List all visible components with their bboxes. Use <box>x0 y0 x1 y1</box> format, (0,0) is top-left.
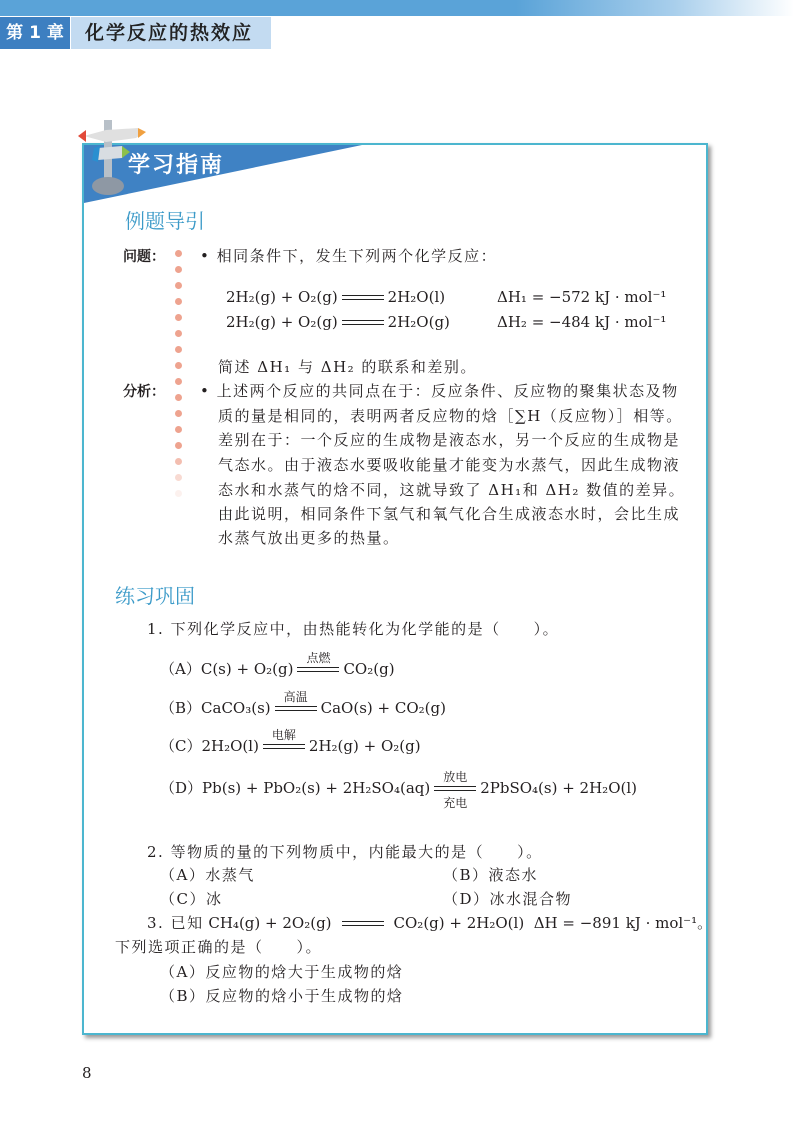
equation-lhs: 2H₂(g) + O₂(g) <box>226 313 338 331</box>
question-3: 3. 已知 CH₄(g) + 2O₂(g) CO₂(g) + 2H₂O(l) ΔH = −891 kJ · mol⁻¹。 <box>147 914 713 932</box>
section-title-example: 例题导引 <box>125 209 205 233</box>
question-1: 1. 下列化学反应中，由热能转化为化学能的是（ ）。 <box>147 620 560 638</box>
enthalpy-1: ΔH₁ = −572 kJ · mol⁻¹ <box>497 288 667 306</box>
analysis-line: 差别在于：一个反应的生成物是液态水，另一个反应的生成物是 <box>218 431 681 449</box>
q3-option-b: （B）反应物的焓小于生成物的焓 <box>160 987 404 1005</box>
page-number: 8 <box>82 1064 92 1082</box>
chapter-number: 第 1 章 <box>0 17 70 49</box>
equation-1 <box>226 288 445 306</box>
question-intro: • 相同条件下，发生下列两个化学反应： <box>200 247 498 265</box>
question-2: 2. 等物质的量的下列物质中，内能最大的是（ ）。 <box>147 843 543 861</box>
header-bar <box>0 0 794 16</box>
question-ask: 简述 ΔH₁ 与 ΔH₂ 的联系和差别。 <box>218 358 477 376</box>
question-3-continued: 下列选项正确的是（ ）。 <box>115 938 323 956</box>
q2-option-a: （A）水蒸气 <box>160 866 255 884</box>
q3-option-a: （A）反应物的焓大于生成物的焓 <box>160 963 404 981</box>
analysis-line: 由此说明，相同条件下氢气和氧气化合生成液态水时，会比生成 <box>218 505 681 523</box>
analysis-line: 质的量是相同的，表明两者反应物的焓［∑H（反应物）］相等。 <box>218 407 683 425</box>
analysis-line: • 上述两个反应的共同点在于：反应条件、反应物的聚集状态及物 <box>200 382 679 400</box>
equation-rhs: 2H₂O(g) <box>387 313 450 331</box>
enthalpy-2: ΔH₂ = −484 kJ · mol⁻¹ <box>497 313 667 331</box>
analysis-line: 水蒸气放出更多的热量。 <box>218 529 400 547</box>
q1-option-a: （A）C(s) + O₂(g) 点燃 CO₂(g) <box>160 651 395 678</box>
chapter-title: 化学反应的热效应 <box>71 17 271 49</box>
analysis-label: 分析： <box>123 384 165 400</box>
equation-rhs: 2H₂O(l) <box>387 288 446 306</box>
q2-option-d: （D）冰水混合物 <box>443 890 573 908</box>
q1-option-d: （D）Pb(s) + PbO₂(s) + 2H₂SO₄(aq) 放电 充电 2PbSO₄(s) + 2H₂O(l) <box>160 770 637 810</box>
q2-option-b: （B）液态水 <box>443 866 539 884</box>
equation-lhs: 2H₂(g) + O₂(g) <box>226 288 338 306</box>
question-label: 问题： <box>123 249 165 265</box>
analysis-line: 气态水。由于液态水要吸收能量才能变为水蒸气，因此生成物液 <box>218 456 681 474</box>
analysis-line: 态水和水蒸气的焓不同，这就导致了 ΔH₁和 ΔH₂ 数值的差异。 <box>218 481 686 499</box>
q1-option-c: （C）2H₂O(l) 电解 2H₂(g) + O₂(g) <box>160 728 421 755</box>
q1-option-b: （B）CaCO₃(s) 高温 CaO(s) + CO₂(g) <box>160 690 446 717</box>
section-title-practice: 练习巩固 <box>115 584 195 608</box>
equation-2 <box>226 313 450 331</box>
q2-option-c: （C）冰 <box>160 890 223 908</box>
banner-title: 学习指南 <box>128 153 225 178</box>
